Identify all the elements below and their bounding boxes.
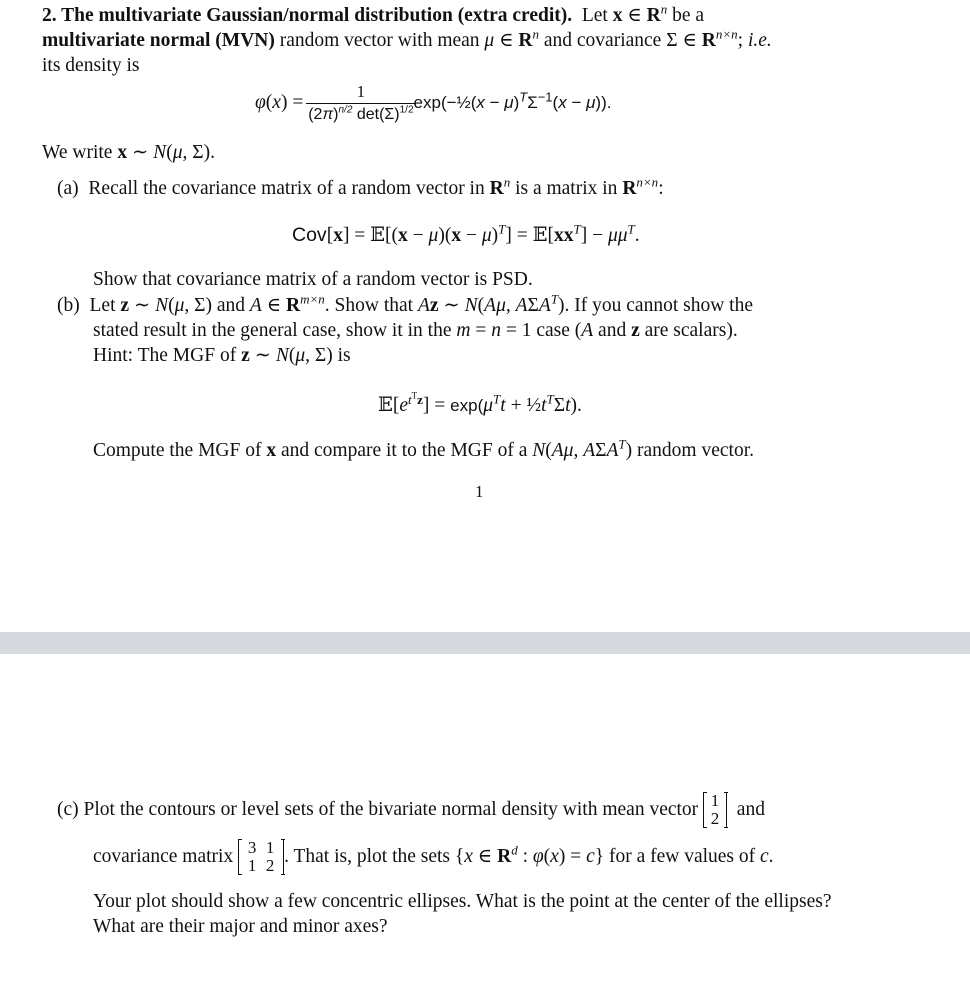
mean-vector <box>703 792 727 828</box>
problem-intro-line-2: multivariate normal (MVN) random vector with mean μ ∈ $R^n$ and covariance Σ ∈ $R^{n\times n}$; i.e. <box>42 26 772 51</box>
part-c-line-1-text: Plot the contours or level sets of the bivariate normal density with mean vector <box>83 799 699 820</box>
cov-matrix-entry: 1 <box>265 838 275 857</box>
part-c-line-2-text: covariance matrix <box>93 846 234 867</box>
mean-vector-entry: 1 <box>710 791 720 810</box>
problem-heading: 2. The multivariate Gaussian/normal distribution (extra credit). <box>42 5 573 26</box>
part-b-compute: Compute the MGF of x and compare it to the MGF of a N(Aμ, $A\Sigma A^T$) random vector. <box>93 436 754 461</box>
part-a-task: Show that covariance matrix of a random vector is PSD. <box>93 269 533 290</box>
part-a-label: (a) <box>57 178 79 199</box>
problem-intro-line-3: its density is <box>42 55 140 76</box>
part-c-line-1 <box>57 790 765 830</box>
density-equation: φ ( x ) = 1 $(2\pi)^{n/2}$ $\det(\Sigma)^{1/2}$ exp(−½(x − $\mu)^T\Sigma^{-1}(x - \mu)$). <box>255 81 612 123</box>
part-b-hint: Hint: The MGF of z ∼ N(μ, Σ) is <box>93 345 351 366</box>
covariance-matrix <box>238 839 284 875</box>
part-b-label: (b) <box>57 295 80 316</box>
part-c-and: and <box>736 799 765 820</box>
page-separator <box>0 632 970 654</box>
part-c-line-3: Your plot should show a few concentric ellipses. What is the point at the center of the ellipses? <box>93 891 832 912</box>
density-numerator: 1 <box>306 81 415 104</box>
part-b-line-2: stated result in the general case, show it in the m = n = 1 case (A and z are scalars). <box>93 320 738 341</box>
problem-intro-line-1: 2. The multivariate Gaussian/normal distribution (extra credit). Let x ∈ $R^n$ be a <box>42 1 705 26</box>
page-2 <box>0 654 970 986</box>
part-c-line-2: covariance matrix 3 1 1 2 . That is, plot the sets {x ∈ $R^d$ : φ(x) = c} for a few values of c. <box>93 838 774 875</box>
mvn-term: multivariate normal (MVN) <box>42 30 275 51</box>
part-c-label: (c) <box>57 799 79 820</box>
cov-matrix-entry: 2 <box>265 856 275 875</box>
cov-matrix-entry: 3 <box>247 838 257 857</box>
page-number: 1 <box>475 482 484 501</box>
we-write-line: We write x ∼ N(μ, Σ). <box>42 142 215 163</box>
mgf-equation: $𝔼[e^{t^Tz}] = \exp(\mu^Tt$ + $\frac{1}{2}t^T\Sigma t$). <box>378 390 582 416</box>
part-b-line-1: (b) Let z ∼ N(μ, Σ) and A ∈ $R^{m\times n}$. Show that Az ∼ N(Aμ, $A\Sigma A^T$). If you cannot show the <box>57 291 753 316</box>
covariance-equation: Cov[x] = 𝔼[(x − $\mu)(x - \mu)^T$] = $𝔼[xx^T] - \mu\mu^T$. <box>292 221 640 246</box>
mean-vector-entry: 2 <box>710 809 720 828</box>
part-a-line: (a) Recall the covariance matrix of a random vector in $R^n$ is a matrix in $R^{n\times n}$: <box>57 174 664 199</box>
part-c-line-4: What are their major and minor axes? <box>93 916 388 937</box>
cov-matrix-entry: 1 <box>247 856 257 875</box>
